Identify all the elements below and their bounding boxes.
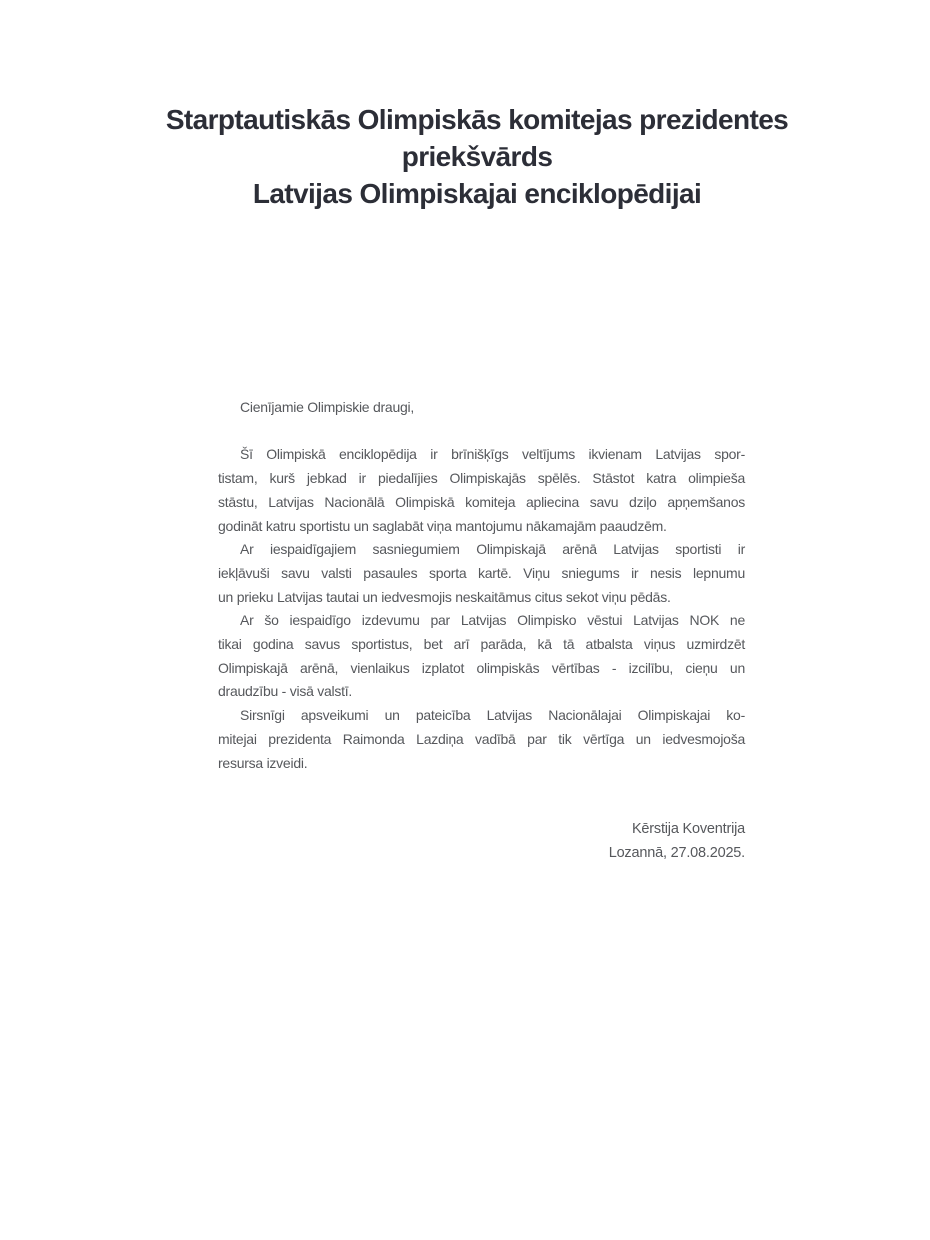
paragraph-line: Olimpiskajā arēnā, vienlaikus izplatot olimpiskās vērtības - izcilību, cieņu un bbox=[218, 659, 745, 676]
paragraph-line: resursa izveidi. bbox=[218, 754, 308, 771]
paragraph-1 bbox=[218, 443, 745, 538]
paragraph-line: tikai godina savus sportistus, bet arī parāda, kā tā atbalsta viņus uzmirdzēt bbox=[218, 636, 745, 653]
paragraph-line: Ar iespaidīgajiem sasniegumiem Olimpiskajā arēnā Latvijas sportisti ir bbox=[240, 541, 745, 558]
paragraph-line: godināt katru sportistu un saglabāt viņa mantojumu nākamajām paaudzēm. bbox=[218, 517, 667, 534]
salutation: Cienījamie Olimpiskie draugi, bbox=[240, 399, 415, 415]
page-title bbox=[24, 101, 930, 212]
paragraph-line: Šī Olimpiskā enciklopēdija ir brīnišķīgs veltījums ikvienam Latvijas spor- bbox=[240, 446, 745, 463]
signature-name: Kērstija Koventrija bbox=[631, 821, 745, 838]
paragraph-line: mitejai prezidenta Raimonda Lazdiņa vadībā par tik vērtīga un iedvesmojoša bbox=[218, 730, 745, 747]
paragraph-line: tistam, kurš jebkad ir piedalījies Olimpiskajās spēlēs. Stāstot katra olimpieša bbox=[218, 470, 745, 487]
paragraph-line: iekļāvuši savu valsti pasaules sporta kartē. Viņu sniegums ir nesis lepnumu bbox=[218, 564, 745, 581]
paragraph-line: Ar šo iespaidīgo izdevumu par Latvijas Olimpisko vēstui Latvijas NOK ne bbox=[240, 612, 745, 629]
title-line-2: priekšvārds bbox=[401, 141, 553, 172]
paragraph-4 bbox=[218, 704, 745, 775]
signature-place-date: Lozannā, 27.08.2025. bbox=[608, 845, 745, 862]
paragraph-line: un prieku Latvijas tautai un iedvesmojis neskaitāmus citus sekot viņu pēdās. bbox=[218, 588, 671, 605]
paragraph-line: Sirsnīgi apsveikumi un pateicība Latvijas Nacionālajai Olimpiskajai ko- bbox=[240, 707, 745, 724]
signature-block bbox=[218, 817, 745, 865]
blank-line bbox=[218, 420, 745, 444]
paragraph-line: draudzību - visā valstī. bbox=[218, 683, 353, 700]
title-line-3: Latvijas Olimpiskajai enciklopēdijai bbox=[252, 178, 702, 209]
paragraph-line: stāstu, Latvijas Nacionālā Olimpiskā komiteja apliecina savu dziļo apņemšanos bbox=[218, 493, 745, 510]
paragraph-2 bbox=[218, 538, 745, 609]
body-text bbox=[218, 396, 745, 865]
paragraph-3 bbox=[218, 609, 745, 704]
title-line-1: Starptautiskās Olimpiskās komitejas prezidentes bbox=[165, 104, 789, 135]
